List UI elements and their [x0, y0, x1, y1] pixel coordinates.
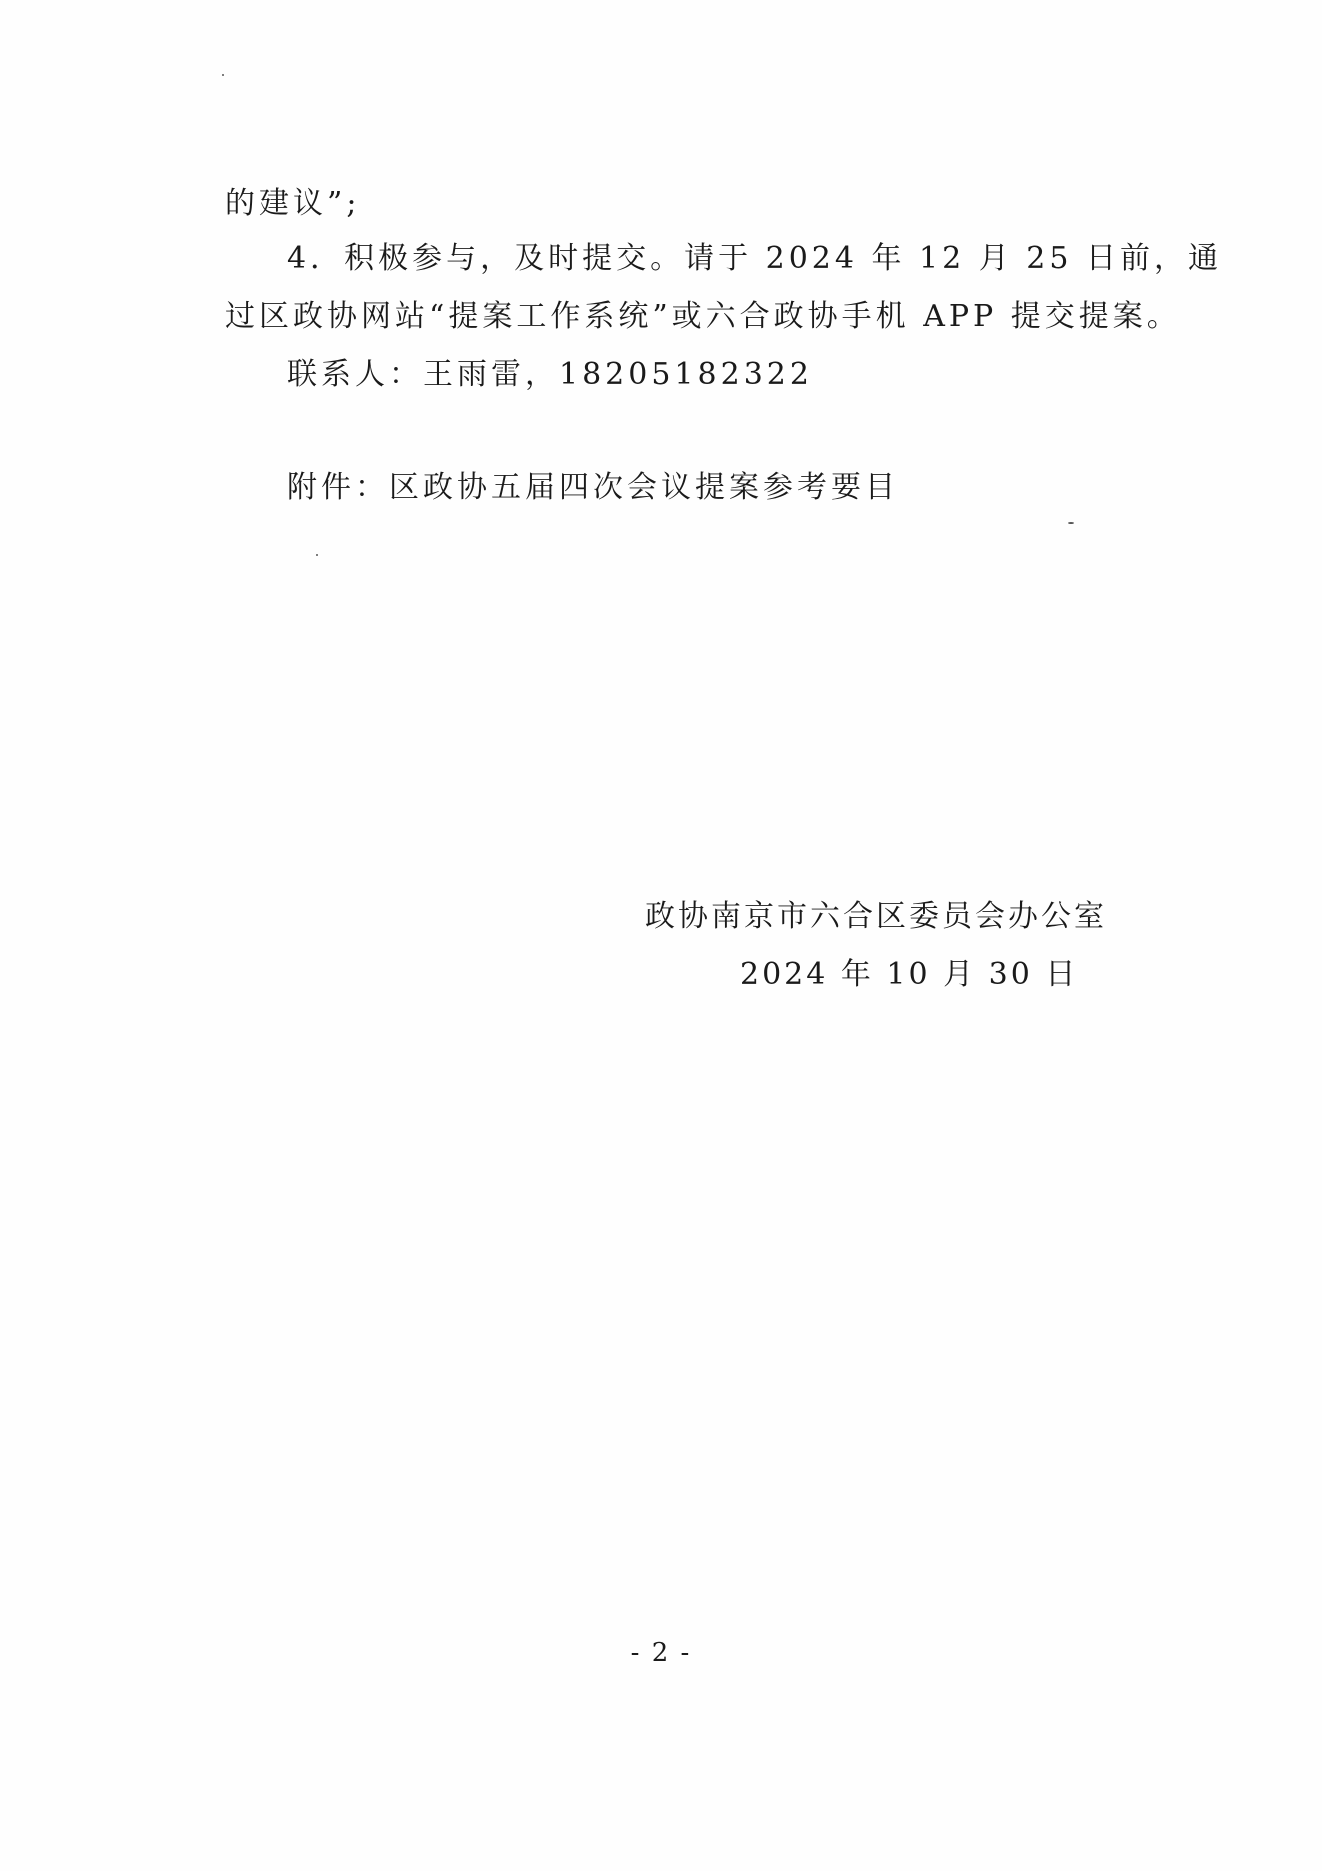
scan-speck: [222, 74, 224, 76]
scan-speck: [316, 554, 318, 556]
page-number: - 2 -: [630, 1638, 692, 1668]
signature-organization: 政协南京市六合区委员会办公室: [645, 899, 1107, 934]
signature-date: 2024 年 10 月 30 日: [740, 957, 1079, 992]
body-line-1: 的建议”;: [225, 186, 361, 221]
body-line-2: 4．积极参与，及时提交。请于 2024 年 12 月 25 日前，通: [287, 241, 1222, 276]
contact-line: 联系人：王雨雷，18205182322: [287, 357, 813, 392]
attachment-line: 附件：区政协五届四次会议提案参考要目: [287, 470, 899, 505]
scan-speck: [1068, 522, 1074, 524]
body-line-3: 过区政协网站“提案工作系统”或六合政协手机 APP 提交提案。: [225, 299, 1181, 334]
